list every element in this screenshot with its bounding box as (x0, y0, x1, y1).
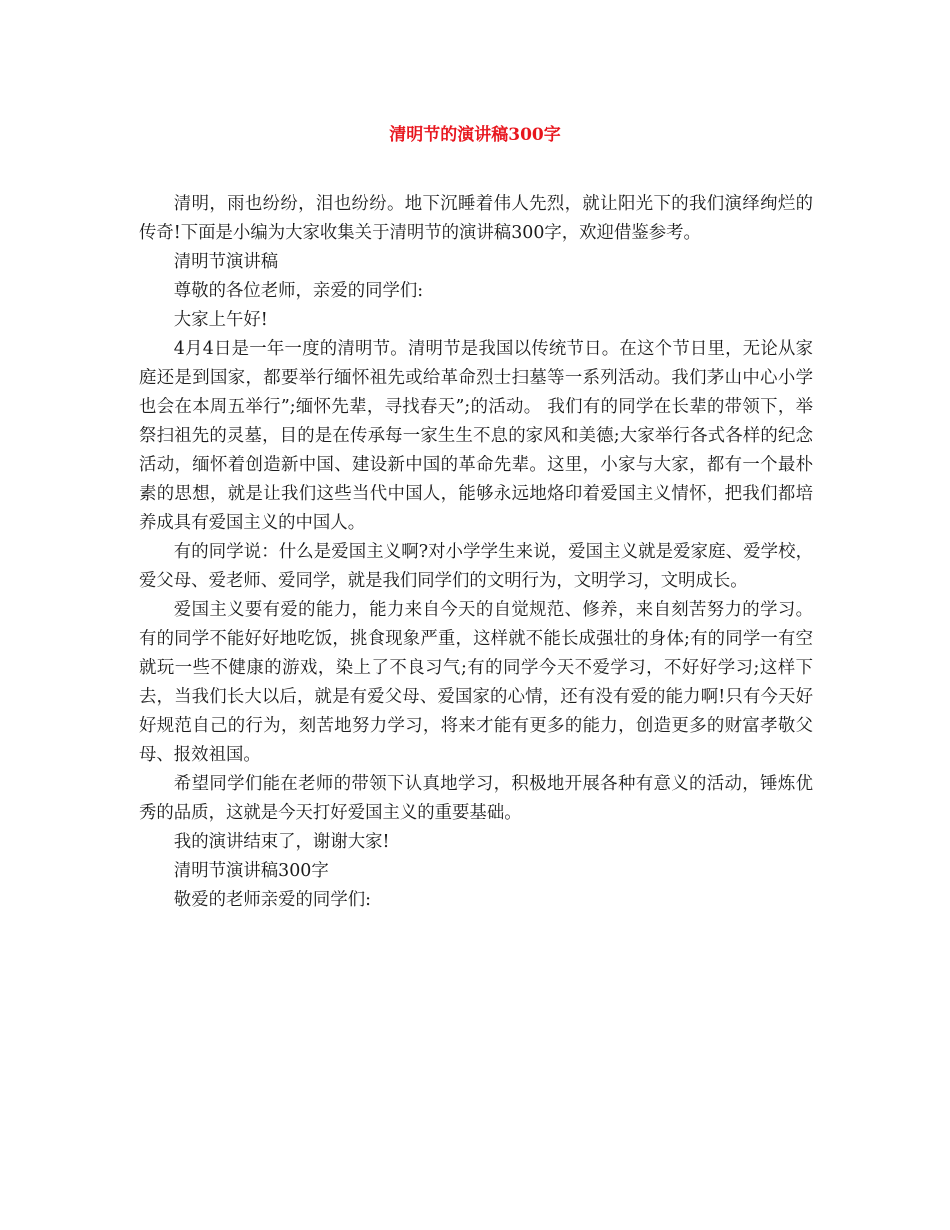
body-paragraph: 希望同学们能在老师的带领下认真地学习，积极地开展各种有意义的活动，锤炼优秀的品质，这就是今天打好爱国主义的重要基础。 (139, 774, 813, 823)
second-speech-heading: 清明节演讲稿300字 (173, 861, 329, 881)
closing-line: 我的演讲结束了，谢谢大家! (173, 832, 390, 852)
greeting: 大家上午好! (173, 310, 268, 330)
body-paragraph: 爱国主义要有爱的能力，能力来自今天的自觉规范、修养，来自刻苦努力的学习。有的同学不能好好地吃饭，挑食现象严重，这样就不能长成强壮的身体;有的同学一有空就玩一些不健康的游戏，染上了不良习气;有的同学今天不爱学习，不好好学习;这样下去，当我们长大以后，就是有爱父母、爱国家的心情，还有没有爱的能力啊!只有今天好好规范自己的行为，刻苦地努力学习，将来才能有更多的能力，创造更多的财富孝敬父母、报效祖国。 (139, 600, 813, 765)
intro-paragraph: 清明，雨也纷纷，泪也纷纷。地下沉睡着伟人先烈，就让阳光下的我们演绎绚烂的传奇!下面是小编为大家收集关于清明节的演讲稿300字，欢迎借鉴参考。 (139, 194, 813, 243)
second-salutation: 敬爱的老师亲爱的同学们: (173, 890, 371, 910)
body-paragraph: 4月4日是一年一度的清明节。清明节是我国以传统节日。在这个节日里，无论从家庭还是到国家，都要举行缅怀祖先或给革命烈士扫墓等一系列活动。我们茅山中心小学也会在本周五举行”;缅怀先辈，寻找春天”;的活动。 我们有的同学在长辈的带领下，举祭扫祖先的灵墓，目的是在传承每一家生生不息的家风和美德;大家举行各式各样的纪念活动，缅怀着创造新中国、建设新中国的革命先辈。这里，小家与大家，都有一个最朴素的思想，就是让我们这些当代中国人，能够永远地烙印着爱国主义情怀，把我们都培养成具有爱国主义的中国人。 (139, 339, 813, 533)
speech-heading: 清明节演讲稿 (173, 252, 279, 272)
body-paragraph: 有的同学说：什么是爱国主义啊?对小学学生来说，爱国主义就是爱家庭、爱学校，爱父母、爱老师、爱同学，就是我们同学们的文明行为，文明学习，文明成长。 (139, 542, 813, 591)
document-body (139, 190, 813, 915)
document-title: 清明节的演讲稿300字 (389, 125, 561, 145)
salutation: 尊敬的各位老师，亲爱的同学们: (173, 281, 424, 301)
